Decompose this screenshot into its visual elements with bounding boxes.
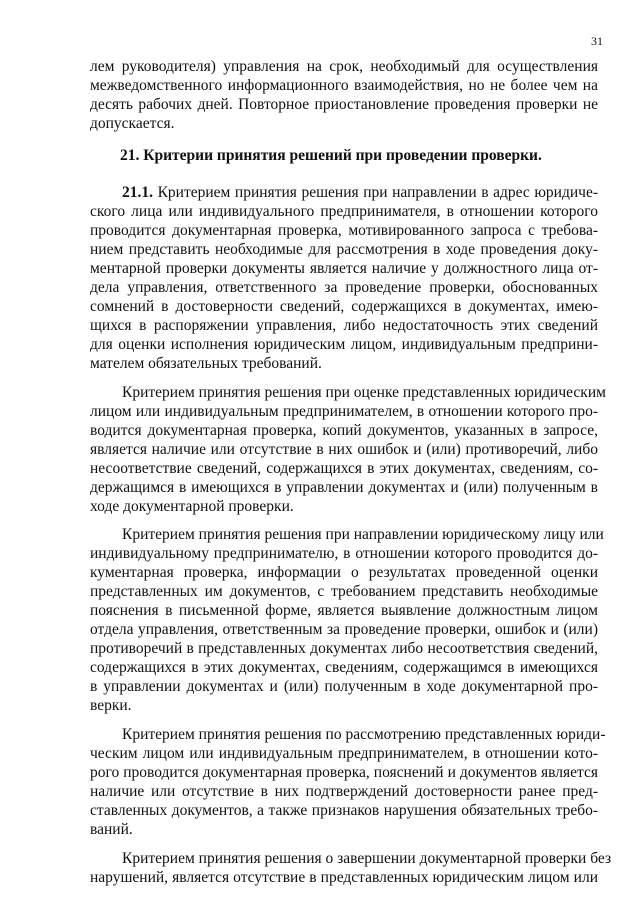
text-line: представленных им документов, с требованием представить необходимые	[90, 583, 598, 600]
text-line: ческим лицом или индивидуальным предпринимателем, в отношении кото-	[90, 745, 598, 762]
text-line: нарушений, является отсутствие в представленных юридическим лицом или	[90, 869, 598, 886]
text-line: кументарная проверка, информации о результатах проведенной оценки	[90, 564, 598, 581]
text-line: Критерием принятия решения по рассмотрению представленных юриди-	[122, 726, 606, 743]
text-line: пояснения в письменной форме, является выявление должностным лицом	[90, 602, 598, 619]
text-line: водится документарная проверка, копий документов, указанных в запросе,	[90, 422, 598, 439]
text-line: дела управления, ответственного за проведение проверки, обоснованных	[90, 279, 598, 296]
text-line: ставленных документов, а также признаков нарушения обязательных требо-	[90, 802, 598, 819]
text-line: Критерием принятия решения при оценке представленных юридическим	[122, 384, 606, 401]
text-line: ваний.	[90, 821, 133, 838]
text-line: противоречий в представленных документах либо несоответствия сведений,	[90, 640, 598, 657]
section-heading: 21. Критерии принятия решений при проведении проверки.	[120, 147, 542, 164]
clause-first-line: Критерием принятия решения при направлении в адрес юридиче-	[153, 184, 598, 201]
text-line: сомнений в достоверности сведений, содержащихся в документах, имею-	[90, 298, 598, 315]
text-line: содержащихся в этих документах, сведениям, содержащимся в имеющихся	[90, 659, 598, 676]
text-line: лицом или индивидуальным предпринимателем, в отношении которого про-	[90, 403, 598, 420]
text-line: допускается.	[90, 115, 175, 132]
text-line: в управлении документах и (или) полученным в ходе документарной про-	[90, 678, 598, 695]
text-line: отдела управления, ответственным за проведение проверки, ошибок и (или)	[90, 621, 598, 638]
text-line: мателем обязательных требований.	[90, 355, 322, 372]
text-line: Критерием принятия решения о завершении документарной проверки без	[122, 850, 612, 867]
text-line: Критерием принятия решения при направлении юридическому лицу или	[122, 526, 604, 543]
text-line: десять рабочих дней. Повторное приостановление проведения проверки не	[90, 96, 598, 113]
text-line: ского лица или индивидуального предпринимателя, в отношении которого	[90, 203, 598, 220]
text-line: проводится документарная проверка, мотивированного запроса с требова-	[90, 222, 598, 239]
text-line: ментарной проверки документы является наличие у должностного лица от-	[90, 260, 598, 277]
text-line: межведомственного информационного взаимодействия, но не более чем на	[90, 77, 598, 94]
text-line: верки.	[90, 697, 132, 714]
text-line: является наличие или отсутствие в них ошибок и (или) противоречий, либо	[90, 441, 598, 458]
text-line: держащимся в имеющихся в управлении документах и (или) полученным в	[90, 479, 598, 496]
text-line: наличие или отсутствие в них подтверждений достоверности ранее пред-	[90, 783, 598, 800]
text-line: лем руководителя) управления на срок, необходимый для осуществления	[90, 58, 598, 75]
text-line: нием представить необходимые для рассмотрения в ходе проведения доку-	[90, 241, 598, 258]
clause-number: 21.1.	[122, 184, 153, 201]
text-line: щихся в распоряжении управления, либо недостаточность этих сведений	[90, 317, 598, 334]
text-line: несоответствие сведений, содержащихся в этих документах, сведениям, со-	[90, 460, 598, 477]
page-number: 31	[591, 34, 603, 48]
text-line	[122, 183, 598, 202]
text-line: индивидуальному предпринимателю, в отношении которого проводится до-	[90, 545, 598, 562]
text-line: для оценки исполнения юридическим лицом, индивидуальным предприни-	[90, 336, 598, 353]
text-line: рого проводится документарная проверка, пояснений и документов является	[90, 764, 598, 781]
text-line: ходе документарной проверки.	[90, 498, 294, 515]
